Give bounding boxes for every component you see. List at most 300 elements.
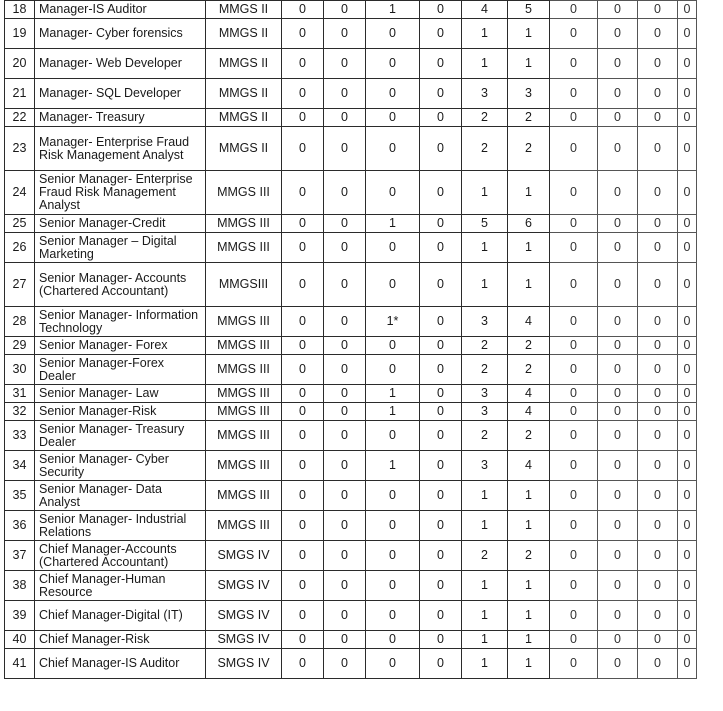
vacancy-count-cell: 0 (550, 571, 598, 601)
vacancy-count-cell: 0 (324, 127, 366, 171)
table-row (5, 171, 697, 215)
vacancy-count-cell: 5 (462, 215, 508, 233)
post-name-cell: Senior Manager – Digital Marketing (35, 233, 206, 263)
scale-cell: MMGS III (206, 511, 282, 541)
post-name-cell: Manager-IS Auditor (35, 1, 206, 19)
vacancy-count-cell: 0 (678, 171, 697, 215)
vacancy-count-cell: 0 (282, 171, 324, 215)
scale-cell: SMGS IV (206, 601, 282, 631)
vacancy-count-cell: 0 (550, 215, 598, 233)
vacancy-count-cell: 0 (678, 541, 697, 571)
post-name-cell: Manager- SQL Developer (35, 79, 206, 109)
post-name-cell: Manager- Enterprise Fraud Risk Management Analyst (35, 127, 206, 171)
vacancy-count-cell: 0 (366, 541, 420, 571)
vacancy-count-cell: 0 (366, 481, 420, 511)
vacancy-count-cell: 0 (324, 109, 366, 127)
serial-number-cell: 41 (5, 649, 35, 679)
vacancy-count-cell: 0 (420, 355, 462, 385)
vacancy-count-cell: 0 (550, 631, 598, 649)
vacancy-count-cell: 0 (638, 649, 678, 679)
vacancy-count-cell: 1 (366, 403, 420, 421)
table-row (5, 385, 697, 403)
vacancy-count-cell: 2 (508, 337, 550, 355)
serial-number-cell: 20 (5, 49, 35, 79)
vacancy-count-cell: 0 (678, 109, 697, 127)
vacancy-count-cell: 0 (324, 337, 366, 355)
vacancy-count-cell: 4 (462, 1, 508, 19)
vacancy-count-cell: 0 (420, 263, 462, 307)
vacancy-count-cell: 0 (282, 49, 324, 79)
scale-cell: MMGS III (206, 337, 282, 355)
vacancy-count-cell: 0 (282, 1, 324, 19)
serial-number-cell: 36 (5, 511, 35, 541)
vacancy-count-cell: 0 (366, 127, 420, 171)
vacancy-count-cell: 0 (324, 19, 366, 49)
vacancy-count-cell: 0 (366, 109, 420, 127)
serial-number-cell: 23 (5, 127, 35, 171)
vacancy-count-cell: 1 (508, 571, 550, 601)
vacancy-count-cell: 0 (366, 511, 420, 541)
vacancy-count-cell: 0 (598, 337, 638, 355)
table-row (5, 571, 697, 601)
vacancy-count-cell: 0 (638, 631, 678, 649)
vacancy-count-cell: 0 (324, 171, 366, 215)
scale-cell: MMGS II (206, 49, 282, 79)
vacancy-count-cell: 3 (462, 403, 508, 421)
vacancy-count-cell: 0 (324, 631, 366, 649)
table-row (5, 19, 697, 49)
vacancy-count-cell: 0 (598, 403, 638, 421)
post-name-cell: Senior Manager- Cyber Security (35, 451, 206, 481)
vacancy-count-cell: 0 (420, 571, 462, 601)
vacancy-count-cell: 2 (462, 337, 508, 355)
scale-cell: SMGS IV (206, 649, 282, 679)
serial-number-cell: 33 (5, 421, 35, 451)
vacancy-count-cell: 0 (324, 233, 366, 263)
vacancy-count-cell: 0 (638, 511, 678, 541)
serial-number-cell: 22 (5, 109, 35, 127)
vacancy-count-cell: 1 (508, 263, 550, 307)
vacancy-count-cell: 0 (324, 571, 366, 601)
vacancy-count-cell: 1 (462, 481, 508, 511)
vacancy-count-cell: 1 (508, 233, 550, 263)
table-row (5, 421, 697, 451)
vacancy-count-cell: 2 (508, 421, 550, 451)
vacancy-count-cell: 0 (598, 571, 638, 601)
vacancy-count-cell: 2 (462, 355, 508, 385)
vacancy-count-cell: 0 (550, 79, 598, 109)
vacancy-count-cell: 5 (508, 1, 550, 19)
vacancy-count-cell: 0 (550, 263, 598, 307)
vacancy-count-cell: 0 (638, 571, 678, 601)
vacancy-count-cell: 0 (638, 215, 678, 233)
vacancy-count-cell: 0 (638, 127, 678, 171)
serial-number-cell: 29 (5, 337, 35, 355)
vacancy-count-cell: 0 (598, 79, 638, 109)
vacancy-count-cell: 0 (598, 1, 638, 19)
vacancy-count-cell: 0 (282, 233, 324, 263)
vacancy-count-cell: 0 (598, 631, 638, 649)
table-row (5, 1, 697, 19)
post-name-cell: Chief Manager-Human Resource (35, 571, 206, 601)
vacancy-count-cell: 0 (638, 307, 678, 337)
vacancy-count-cell: 0 (420, 385, 462, 403)
vacancy-count-cell: 4 (508, 307, 550, 337)
vacancy-count-cell: 0 (678, 649, 697, 679)
vacancy-count-cell: 0 (420, 127, 462, 171)
vacancy-count-cell: 1* (366, 307, 420, 337)
post-name-cell: Senior Manager- Enterprise Fraud Risk Management Analyst (35, 171, 206, 215)
vacancy-count-cell: 0 (598, 109, 638, 127)
table-row (5, 263, 697, 307)
vacancy-count-cell: 0 (324, 355, 366, 385)
vacancy-count-cell: 2 (508, 541, 550, 571)
vacancy-count-cell: 0 (678, 263, 697, 307)
vacancy-count-cell: 0 (282, 215, 324, 233)
table-row (5, 307, 697, 337)
vacancy-count-cell: 0 (420, 421, 462, 451)
table-row (5, 337, 697, 355)
vacancy-count-cell: 0 (598, 481, 638, 511)
scale-cell: MMGS III (206, 307, 282, 337)
scale-cell: MMGS III (206, 215, 282, 233)
vacancy-count-cell: 0 (324, 421, 366, 451)
post-name-cell: Chief Manager-IS Auditor (35, 649, 206, 679)
vacancy-count-cell: 1 (462, 601, 508, 631)
vacancy-count-cell: 0 (598, 127, 638, 171)
scale-cell: MMGS III (206, 355, 282, 385)
vacancy-count-cell: 0 (598, 601, 638, 631)
vacancy-count-cell: 0 (638, 337, 678, 355)
serial-number-cell: 34 (5, 451, 35, 481)
vacancy-count-cell: 0 (324, 263, 366, 307)
vacancy-count-cell: 0 (678, 215, 697, 233)
vacancy-count-cell: 0 (420, 601, 462, 631)
vacancy-table-body (5, 1, 697, 679)
vacancy-count-cell: 1 (462, 171, 508, 215)
vacancy-count-cell: 0 (420, 631, 462, 649)
table-row (5, 649, 697, 679)
table-row (5, 601, 697, 631)
serial-number-cell: 37 (5, 541, 35, 571)
vacancy-count-cell: 0 (420, 649, 462, 679)
vacancy-count-cell: 0 (598, 355, 638, 385)
vacancy-count-cell: 0 (282, 451, 324, 481)
vacancy-count-cell: 0 (598, 649, 638, 679)
vacancy-count-cell: 0 (282, 385, 324, 403)
vacancy-count-cell: 0 (678, 601, 697, 631)
vacancy-count-cell: 0 (550, 385, 598, 403)
vacancy-count-cell: 0 (678, 49, 697, 79)
vacancy-count-cell: 0 (550, 649, 598, 679)
vacancy-count-cell: 0 (598, 263, 638, 307)
post-name-cell: Manager- Cyber forensics (35, 19, 206, 49)
vacancy-count-cell: 0 (324, 481, 366, 511)
vacancy-count-cell: 3 (462, 451, 508, 481)
table-row (5, 127, 697, 171)
scale-cell: MMGS II (206, 127, 282, 171)
vacancy-count-cell: 0 (598, 49, 638, 79)
vacancy-count-cell: 0 (282, 403, 324, 421)
vacancy-count-cell: 1 (462, 511, 508, 541)
vacancy-count-cell: 0 (420, 541, 462, 571)
vacancy-count-cell: 0 (366, 631, 420, 649)
vacancy-count-cell: 3 (462, 385, 508, 403)
vacancy-count-cell: 0 (366, 263, 420, 307)
vacancy-count-cell: 0 (366, 337, 420, 355)
vacancy-count-cell: 0 (324, 451, 366, 481)
vacancy-count-cell: 0 (324, 403, 366, 421)
vacancy-count-cell: 0 (550, 421, 598, 451)
vacancy-count-cell: 1 (462, 49, 508, 79)
vacancy-count-cell: 0 (678, 421, 697, 451)
vacancy-count-cell: 2 (462, 541, 508, 571)
post-name-cell: Chief Manager-Digital (IT) (35, 601, 206, 631)
vacancy-count-cell: 0 (598, 19, 638, 49)
vacancy-count-cell: 0 (598, 511, 638, 541)
vacancy-count-cell: 0 (678, 19, 697, 49)
vacancy-count-cell: 6 (508, 215, 550, 233)
vacancy-count-cell: 0 (598, 307, 638, 337)
vacancy-count-cell: 1 (508, 601, 550, 631)
vacancy-count-cell: 0 (638, 481, 678, 511)
vacancy-count-cell: 0 (678, 1, 697, 19)
vacancy-count-cell: 0 (598, 451, 638, 481)
vacancy-count-cell: 0 (282, 263, 324, 307)
vacancy-count-cell: 0 (324, 215, 366, 233)
vacancy-count-cell: 0 (282, 19, 324, 49)
vacancy-count-cell: 0 (550, 233, 598, 263)
vacancy-count-cell: 0 (638, 403, 678, 421)
vacancy-count-cell: 1 (462, 263, 508, 307)
vacancy-count-cell: 2 (508, 355, 550, 385)
vacancy-count-cell: 0 (550, 109, 598, 127)
vacancy-count-cell: 3 (508, 79, 550, 109)
vacancy-count-cell: 0 (366, 571, 420, 601)
post-name-cell: Chief Manager-Risk (35, 631, 206, 649)
vacancy-count-cell: 0 (366, 49, 420, 79)
vacancy-count-cell: 0 (324, 79, 366, 109)
vacancy-count-cell: 0 (678, 307, 697, 337)
vacancy-count-cell: 3 (462, 307, 508, 337)
post-name-cell: Senior Manager- Accounts (Chartered Accountant) (35, 263, 206, 307)
vacancy-count-cell: 0 (550, 481, 598, 511)
vacancy-count-cell: 0 (366, 601, 420, 631)
vacancy-count-cell: 0 (598, 421, 638, 451)
vacancy-count-cell: 0 (282, 481, 324, 511)
vacancy-count-cell: 0 (420, 109, 462, 127)
vacancy-count-cell: 0 (420, 403, 462, 421)
vacancy-count-cell: 0 (678, 481, 697, 511)
table-row (5, 79, 697, 109)
vacancy-count-cell: 0 (550, 601, 598, 631)
vacancy-count-cell: 0 (678, 451, 697, 481)
vacancy-count-cell: 0 (550, 511, 598, 541)
vacancy-count-cell: 0 (282, 631, 324, 649)
serial-number-cell: 28 (5, 307, 35, 337)
vacancy-count-cell: 0 (638, 421, 678, 451)
vacancy-count-cell: 0 (324, 385, 366, 403)
vacancy-count-cell: 0 (420, 79, 462, 109)
vacancy-count-cell: 0 (638, 541, 678, 571)
post-name-cell: Senior Manager- Forex (35, 337, 206, 355)
vacancy-count-cell: 2 (462, 127, 508, 171)
vacancy-count-cell: 0 (638, 49, 678, 79)
serial-number-cell: 38 (5, 571, 35, 601)
vacancy-count-cell: 0 (366, 649, 420, 679)
vacancy-count-cell: 0 (638, 109, 678, 127)
vacancy-count-cell: 0 (638, 385, 678, 403)
vacancy-count-cell: 1 (366, 1, 420, 19)
scale-cell: MMGS III (206, 481, 282, 511)
vacancy-count-cell: 3 (462, 79, 508, 109)
scale-cell: MMGS II (206, 1, 282, 19)
vacancy-count-cell: 0 (678, 233, 697, 263)
vacancy-count-cell: 0 (420, 233, 462, 263)
vacancy-count-cell: 0 (638, 79, 678, 109)
vacancy-count-cell: 0 (366, 233, 420, 263)
vacancy-count-cell: 0 (420, 451, 462, 481)
scale-cell: SMGS IV (206, 541, 282, 571)
vacancy-count-cell: 0 (420, 171, 462, 215)
vacancy-count-cell: 0 (324, 1, 366, 19)
vacancy-table-sheet (4, 0, 696, 679)
vacancy-count-cell: 0 (420, 337, 462, 355)
vacancy-count-cell: 0 (550, 337, 598, 355)
vacancy-count-cell: 4 (508, 385, 550, 403)
vacancy-count-cell: 1 (462, 19, 508, 49)
serial-number-cell: 27 (5, 263, 35, 307)
vacancy-count-cell: 0 (638, 601, 678, 631)
vacancy-count-cell: 0 (550, 403, 598, 421)
vacancy-count-cell: 0 (638, 355, 678, 385)
vacancy-count-cell: 0 (324, 511, 366, 541)
serial-number-cell: 18 (5, 1, 35, 19)
table-row (5, 233, 697, 263)
vacancy-count-cell: 0 (678, 571, 697, 601)
vacancy-count-cell: 0 (550, 171, 598, 215)
table-row (5, 109, 697, 127)
vacancy-count-cell: 1 (508, 511, 550, 541)
vacancy-count-cell: 2 (462, 109, 508, 127)
scale-cell: MMGSIII (206, 263, 282, 307)
vacancy-count-cell: 0 (550, 541, 598, 571)
vacancy-count-cell: 0 (366, 79, 420, 109)
vacancy-count-cell: 0 (282, 109, 324, 127)
scale-cell: MMGS II (206, 19, 282, 49)
vacancy-count-cell: 0 (420, 1, 462, 19)
post-name-cell: Senior Manager- Treasury Dealer (35, 421, 206, 451)
vacancy-count-cell: 0 (638, 233, 678, 263)
vacancy-count-cell: 0 (638, 19, 678, 49)
vacancy-count-cell: 4 (508, 403, 550, 421)
vacancy-count-cell: 0 (420, 307, 462, 337)
vacancy-count-cell: 0 (366, 355, 420, 385)
post-name-cell: Senior Manager-Forex Dealer (35, 355, 206, 385)
vacancy-count-cell: 0 (366, 171, 420, 215)
vacancy-count-cell: 0 (550, 49, 598, 79)
vacancy-count-cell: 0 (282, 79, 324, 109)
vacancy-count-cell: 1 (462, 571, 508, 601)
vacancy-count-cell: 0 (550, 355, 598, 385)
vacancy-count-cell: 0 (366, 19, 420, 49)
scale-cell: MMGS II (206, 79, 282, 109)
vacancy-count-cell: 0 (282, 307, 324, 337)
vacancy-count-cell: 0 (324, 307, 366, 337)
serial-number-cell: 35 (5, 481, 35, 511)
vacancy-count-cell: 2 (508, 109, 550, 127)
vacancy-count-cell: 0 (598, 215, 638, 233)
vacancy-count-cell: 1 (366, 215, 420, 233)
table-row (5, 49, 697, 79)
vacancy-count-cell: 0 (282, 649, 324, 679)
vacancy-count-cell: 0 (678, 403, 697, 421)
vacancy-count-cell: 0 (282, 601, 324, 631)
serial-number-cell: 26 (5, 233, 35, 263)
scale-cell: MMGS III (206, 451, 282, 481)
vacancy-count-cell: 1 (508, 481, 550, 511)
vacancy-count-cell: 0 (638, 451, 678, 481)
vacancy-count-cell: 0 (678, 355, 697, 385)
serial-number-cell: 31 (5, 385, 35, 403)
vacancy-count-cell: 1 (508, 171, 550, 215)
vacancy-count-cell: 0 (550, 307, 598, 337)
vacancy-count-cell: 0 (678, 79, 697, 109)
vacancy-count-cell: 0 (598, 233, 638, 263)
table-row (5, 511, 697, 541)
scale-cell: MMGS III (206, 421, 282, 451)
vacancy-count-cell: 0 (420, 511, 462, 541)
vacancy-count-cell: 0 (420, 19, 462, 49)
vacancy-count-cell: 1 (508, 19, 550, 49)
serial-number-cell: 21 (5, 79, 35, 109)
vacancy-count-cell: 0 (598, 385, 638, 403)
post-name-cell: Senior Manager- Industrial Relations (35, 511, 206, 541)
vacancy-count-cell: 0 (282, 127, 324, 171)
vacancy-count-cell: 1 (462, 649, 508, 679)
vacancy-count-cell: 1 (462, 631, 508, 649)
vacancy-count-cell: 1 (366, 385, 420, 403)
serial-number-cell: 32 (5, 403, 35, 421)
serial-number-cell: 19 (5, 19, 35, 49)
vacancy-count-cell: 0 (282, 541, 324, 571)
vacancy-count-cell: 0 (282, 355, 324, 385)
vacancy-count-cell: 0 (282, 337, 324, 355)
vacancy-count-cell: 1 (462, 233, 508, 263)
table-row (5, 541, 697, 571)
table-row (5, 451, 697, 481)
vacancy-count-cell: 0 (598, 541, 638, 571)
vacancy-count-cell: 0 (324, 601, 366, 631)
table-row (5, 403, 697, 421)
vacancy-count-cell: 4 (508, 451, 550, 481)
scale-cell: MMGS III (206, 403, 282, 421)
vacancy-count-cell: 0 (638, 1, 678, 19)
scale-cell: MMGS II (206, 109, 282, 127)
vacancy-count-cell: 0 (420, 481, 462, 511)
vacancy-count-cell: 0 (420, 215, 462, 233)
vacancy-count-cell: 0 (366, 421, 420, 451)
vacancy-count-cell: 0 (638, 171, 678, 215)
vacancy-count-cell: 1 (366, 451, 420, 481)
post-name-cell: Senior Manager- Information Technology (35, 307, 206, 337)
vacancy-count-cell: 0 (638, 263, 678, 307)
vacancy-count-cell: 0 (324, 541, 366, 571)
vacancy-count-cell: 0 (420, 49, 462, 79)
vacancy-count-cell: 0 (678, 631, 697, 649)
scale-cell: MMGS III (206, 233, 282, 263)
vacancy-count-cell: 0 (598, 171, 638, 215)
